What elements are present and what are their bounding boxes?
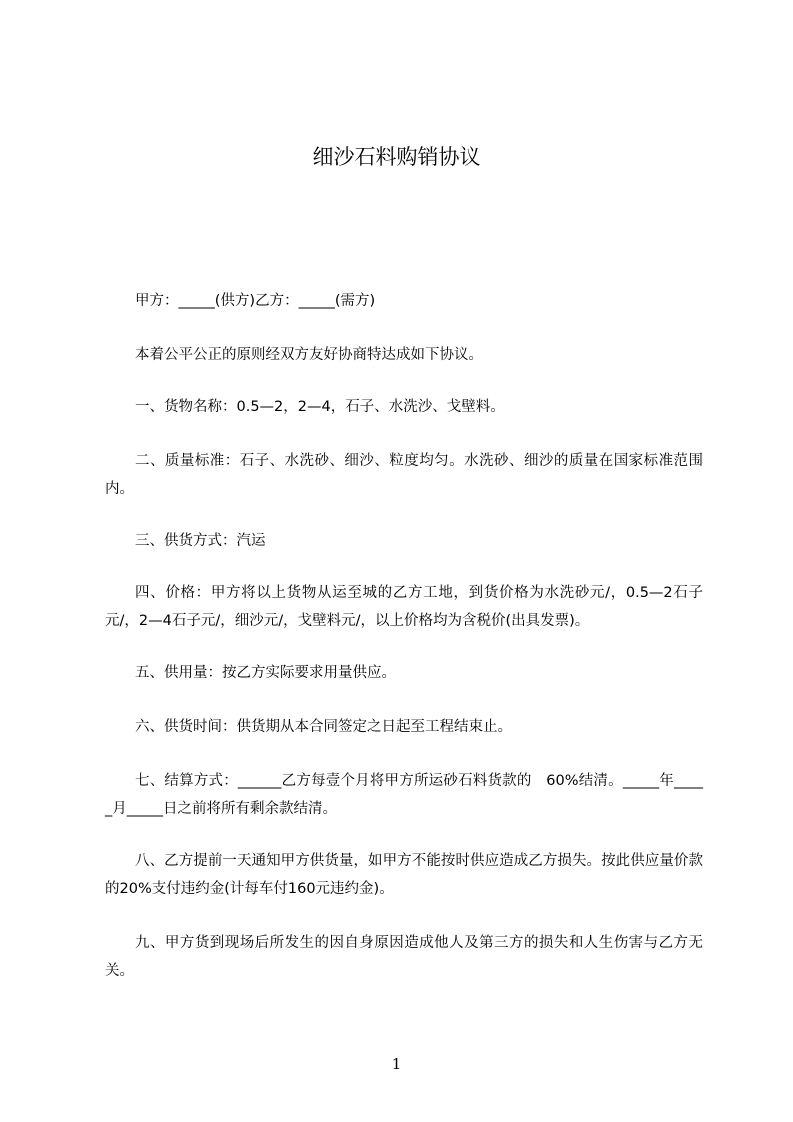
page-number: 1 (391, 1055, 402, 1073)
document-title: 细沙石料购销协议 (312, 145, 481, 169)
clause-liability: 九、甲方货到现场后所发生的因自身原因造成他人及第三方的损失和人生伤害与乙方无关。 (105, 935, 703, 979)
clause-price: 四、价格：甲方将以上货物从运至城的乙方工地，到货价格为水洗砂元/，0.5—2石子元/，2—4石子元/，细沙元/，戈壁料元/，以上价格均为含税价(出具发票)。 (105, 585, 703, 629)
clause-supply-time: 六、供货时间：供货期从本合同签定之日起至工程结束止。 (135, 719, 512, 735)
clause-quality-standard: 二、质量标准：石子、水洗砂、细沙、粒度均匀。水洗砂、细沙的质量在国家标准范围内。 (105, 453, 703, 497)
clause-delivery-method: 三、供货方式：汽运 (135, 533, 266, 549)
clause-notice-penalty: 八、乙方提前一天通知甲方供货量，如甲方不能按时供应造成乙方损失。按此供应量价款的20%支付违约金(计每车付160元违约金)。 (105, 853, 703, 897)
clause-settlement: 七、结算方式：______乙方每壹个月将甲方所运砂石料货款的 60%结清。_____年_____月_____日之前将所有剩余款结清。 (105, 773, 703, 817)
preamble-paragraph: 本着公平公正的原则经双方友好协商特达成如下协议。 (135, 347, 483, 363)
parties-paragraph: 甲方：_____(供方)乙方：_____(需方) (135, 293, 376, 309)
clause-goods-name: 一、货物名称：0.5—2，2—4，石子、水洗沙、戈壁料。 (135, 399, 505, 415)
clause-supply-quantity: 五、供用量：按乙方实际要求用量供应。 (135, 665, 396, 681)
